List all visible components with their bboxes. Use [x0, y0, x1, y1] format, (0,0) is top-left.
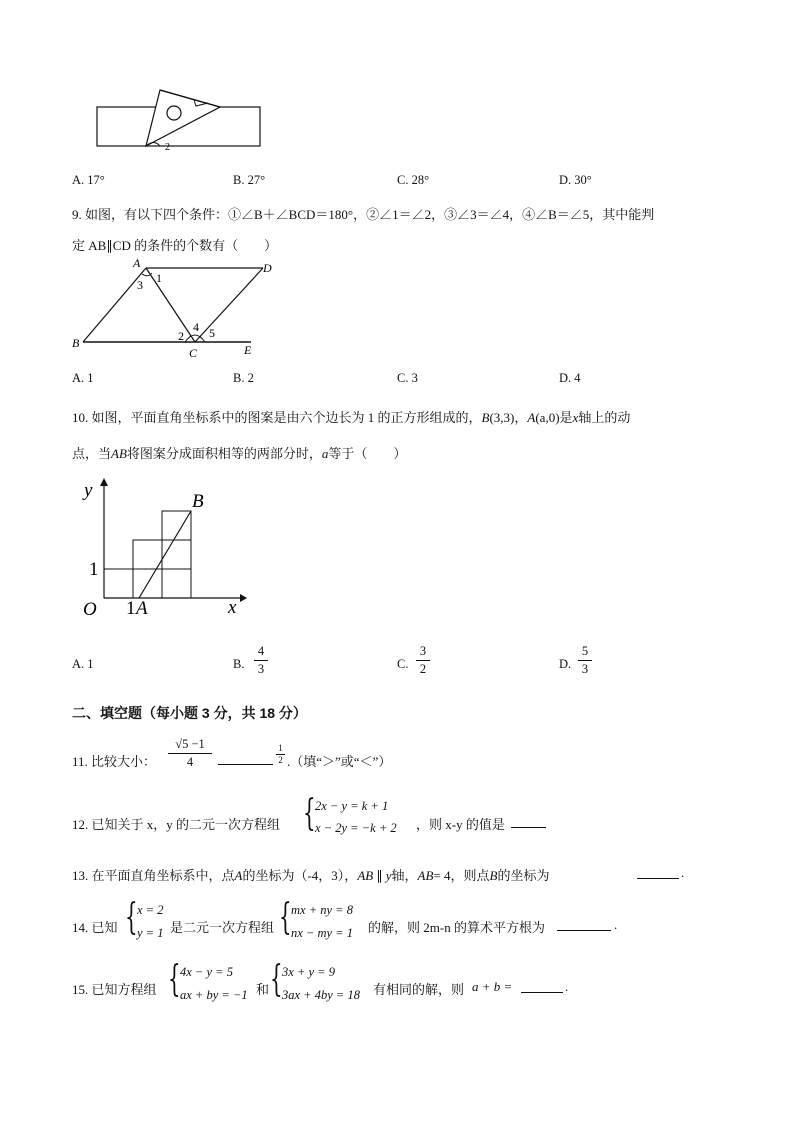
q13-text-d: 轴，: [391, 868, 418, 883]
q8-option-d[interactable]: D. 30°: [559, 173, 592, 187]
q14-brace-2: {: [279, 897, 292, 938]
q8-option-a[interactable]: A. 17°: [72, 173, 105, 187]
q10-option-d-num: 5: [581, 644, 589, 658]
q10-option-b-fraction[interactable]: [254, 645, 268, 675]
q14-sol2: y = 1: [137, 926, 164, 940]
q12-suffix: ，则 x-y 的值是: [416, 817, 505, 832]
q10-option-c-num: 3: [419, 644, 427, 658]
q9-option-b[interactable]: B. 2: [233, 371, 254, 385]
q10-option-d-prefix[interactable]: D.: [559, 657, 572, 671]
q11-half-fraction: [276, 744, 285, 765]
q15-eq3: 3x + y = 9: [282, 965, 335, 979]
q9-option-a[interactable]: A. 1: [72, 371, 94, 385]
q13-AB-1: AB: [357, 868, 374, 883]
q10-option-b-num: 4: [257, 644, 265, 658]
q11-suffix: .（填“＞”或“＜”）: [287, 754, 392, 769]
q13-y: y: [385, 868, 392, 883]
q13-text-e: = 4，则点: [433, 868, 490, 883]
q10-option-c-fraction[interactable]: [416, 645, 430, 675]
q9-option-d[interactable]: D. 4: [559, 371, 581, 385]
q15-suffix-a: 有相同的解，则: [373, 982, 465, 997]
q10-option-d-fraction[interactable]: [578, 645, 592, 675]
q10-option-a[interactable]: A. 1: [72, 657, 94, 671]
q13-stem: [72, 865, 549, 884]
q9-angle-1: 1: [156, 271, 162, 285]
section-title: 二、填空题（每小题 3 分，共 18 分）: [72, 705, 307, 721]
q10-option-c-prefix[interactable]: C.: [397, 657, 409, 671]
q14-prefix: 14. 已知: [72, 920, 118, 935]
q10-point-B: B: [481, 410, 490, 425]
q9-label-A: A: [133, 256, 141, 270]
q13-text-b: 的坐标为（-4，3），: [242, 868, 358, 883]
q15-mid: 和: [256, 982, 270, 997]
q14-sol1: x = 2: [137, 903, 164, 917]
q13-point-B: B: [489, 868, 498, 883]
q10-label-B: B: [192, 491, 204, 512]
q8-option-c[interactable]: C. 28°: [397, 173, 430, 187]
fraction-bar: [168, 753, 212, 754]
q10-var-x: x: [572, 410, 579, 425]
q14-suffix: 的解，则 2m-n 的算术平方根为: [368, 920, 545, 935]
q9-label-D: D: [263, 261, 272, 275]
q15-eq2: ax + by = −1: [180, 988, 248, 1002]
q13-period: .: [681, 865, 685, 880]
q10-text-a: 10. 如图，平面直角坐标系中的图案是由六个边长为 1 的正方形组成的，: [72, 410, 482, 425]
q9-angle-3: 3: [137, 278, 143, 292]
q15-period: .: [565, 979, 569, 994]
q10-axis-y-label: y: [84, 480, 93, 501]
q8-label-2: 2: [165, 142, 170, 153]
q15-prefix: 15. 已知方程组: [72, 982, 157, 997]
q14-brace-1: {: [125, 897, 138, 938]
q10-text-f: 是: [559, 410, 573, 425]
q10-var-AB: AB: [111, 446, 127, 461]
q9-angle-5: 5: [209, 326, 215, 340]
q12-eq2: x − 2y = −k + 2: [315, 821, 397, 835]
q9-option-c[interactable]: C. 3: [397, 371, 418, 385]
q10-label-A: A: [136, 598, 148, 619]
q10-option-b-prefix[interactable]: B.: [233, 657, 245, 671]
q9-stem-line1: 9. 如图，有以下四个条件：①∠B＋∠BCD＝180°，②∠1＝∠2，③∠3＝∠4，④∠B＝∠5，其中能判: [72, 207, 655, 222]
q9-label-C: C: [189, 346, 198, 360]
q13-parallel: ∥: [376, 868, 383, 883]
q11-prefix: 11. 比较大小：: [72, 754, 157, 769]
q10-option-d-den: 3: [581, 661, 589, 676]
q10-figure: [80, 474, 252, 622]
q9-stem-line2: 定 AB∥CD 的条件的个数有（ ）: [72, 238, 278, 253]
q10-option-b-den: 3: [257, 661, 265, 676]
q10-option-c-den: 2: [419, 661, 427, 676]
q11-frac-num: √5 −1: [175, 737, 205, 751]
q10-stem-line2: [72, 443, 406, 462]
q12-answer-blank[interactable]: [511, 815, 546, 828]
q9-label-B: B: [72, 336, 80, 350]
q10-origin-label: O: [83, 599, 97, 620]
q13-text-a: 13. 在平面直角坐标系中，点: [72, 868, 235, 883]
q14-period: .: [614, 917, 618, 932]
q10-var-a: a: [321, 446, 329, 461]
q11-half-den: 2: [278, 755, 283, 765]
fraction-bar: [416, 660, 430, 661]
q13-point-A: A: [234, 868, 243, 883]
q15-brace-2: {: [270, 959, 283, 1000]
q11-frac-den: 4: [186, 754, 194, 769]
q8-option-b[interactable]: B. 27°: [233, 173, 266, 187]
fraction-bar: [254, 660, 268, 661]
q13-AB-2: AB: [417, 868, 434, 883]
q10-text-h: 轴上的动: [578, 410, 631, 425]
q9-label-E: E: [244, 343, 252, 357]
q13-answer-blank[interactable]: [637, 866, 679, 879]
q8-figure: [90, 84, 270, 156]
q15-suffix-b: a + b =: [472, 979, 513, 994]
q9-angle-4: 4: [193, 320, 199, 334]
q15-eq1: 4x − y = 5: [180, 965, 233, 979]
q12-eq1: 2x − y = k + 1: [315, 799, 389, 813]
q14-eq2: nx − my = 1: [291, 926, 353, 940]
q10-coord-B: (3,3)，: [489, 410, 528, 425]
q15-answer-blank[interactable]: [521, 980, 563, 993]
q14-eq1: mx + ny = 8: [291, 903, 353, 917]
q15-brace-1: {: [168, 959, 181, 1000]
fraction-bar: [578, 660, 592, 661]
q10-text-2a: 点，当: [72, 446, 112, 461]
q11-fraction: [168, 738, 212, 768]
q15-eq4: 3ax + 4by = 18: [282, 988, 360, 1002]
q10-x-tick-1: 1: [126, 598, 136, 619]
q14-answer-blank[interactable]: [557, 918, 611, 931]
q9-angle-2: 2: [178, 329, 184, 343]
q12-brace: {: [303, 793, 316, 834]
q10-text-2c: 将图案分成面积相等的两部分时，: [126, 446, 322, 461]
q10-axis-x-label: x: [228, 597, 237, 618]
q10-stem-line1: [72, 407, 630, 426]
q10-y-tick-1: 1: [89, 559, 99, 580]
q11-answer-blank[interactable]: [218, 752, 273, 765]
q11-half-num: 1: [278, 743, 283, 753]
q9-figure: [68, 256, 272, 360]
q13-text-f: 的坐标为: [497, 868, 550, 883]
q10-text-2e: 等于（ ）: [328, 446, 407, 461]
q10-coord-A: (a,0): [535, 410, 560, 425]
q12-prefix: 12. 已知关于 x，y 的二元一次方程组: [72, 817, 281, 832]
q14-mid: 是二元一次方程组: [170, 920, 275, 935]
q10-point-A: A: [527, 410, 536, 425]
